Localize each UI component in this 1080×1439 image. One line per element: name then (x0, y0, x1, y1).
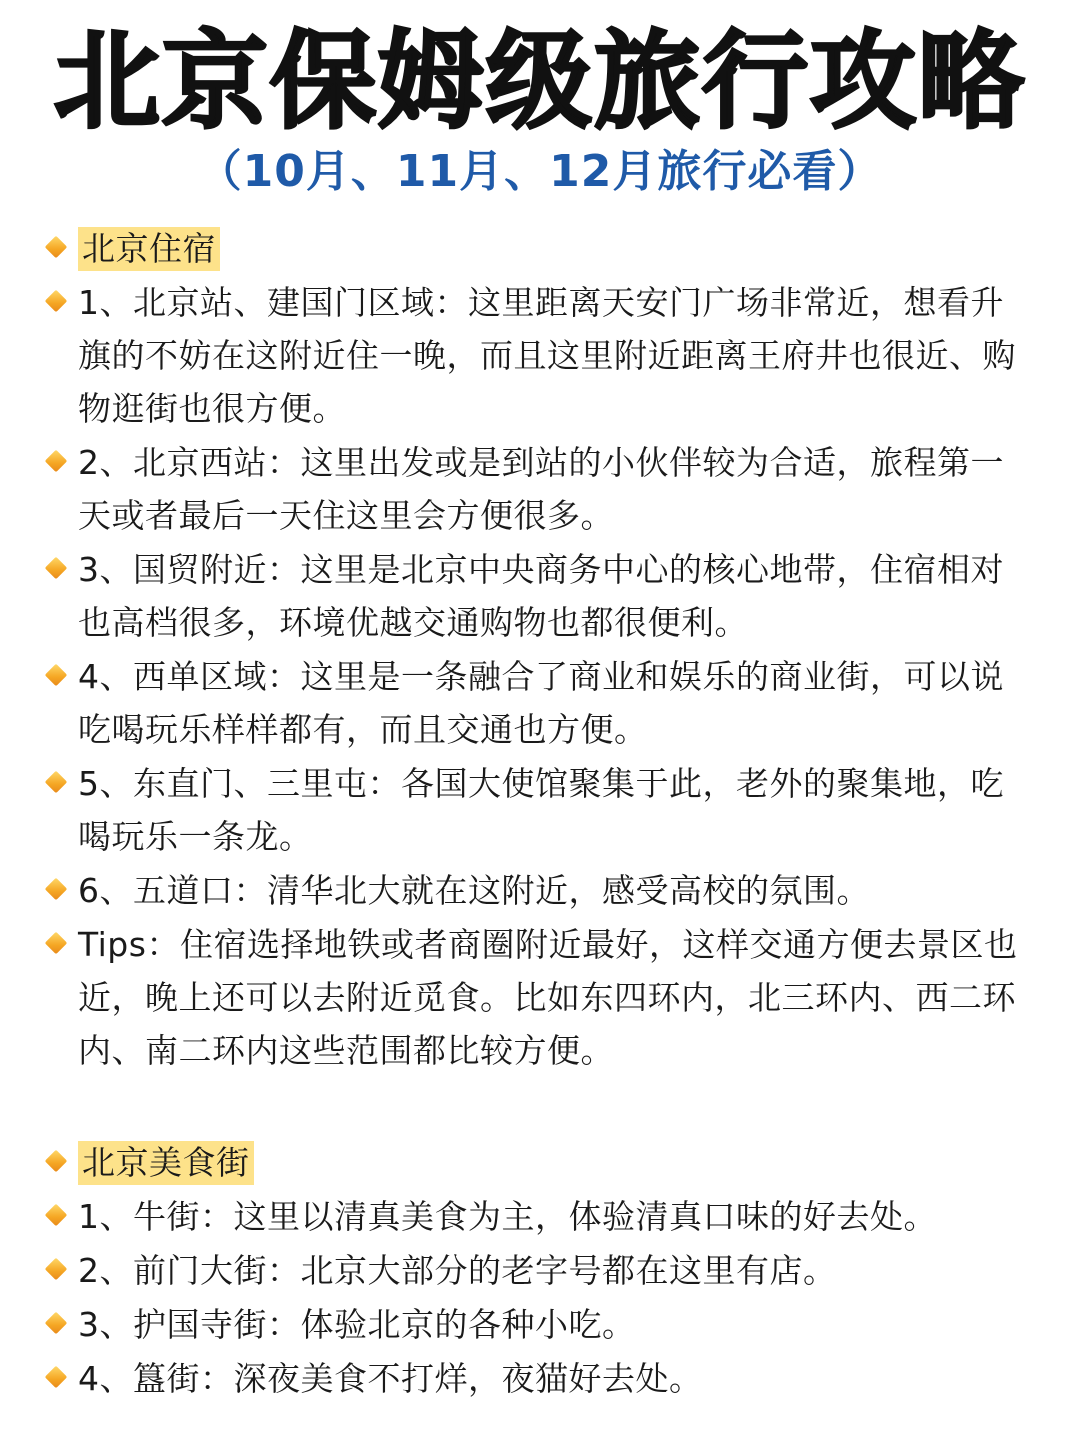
diamond-icon (45, 236, 68, 259)
list-item-text: Tips：住宿选择地铁或者商圈附近最好，这样交通方便去景区也近，晚上还可以去附近觅食。比如东四环内，北三环内、西二环内、南二环内这些范围都比较方便。 (78, 925, 1018, 1070)
diamond-icon (45, 290, 68, 313)
list-item (44, 1244, 1034, 1297)
page-subtitle: （10月、11月、12月旅行必看） (197, 146, 883, 197)
list-item-text: 4、西单区域：这里是一条融合了商业和娱乐的商业街，可以说吃喝玩乐样样都有，而且交通也方便。 (78, 657, 1004, 749)
section-heading-label: 北京住宿 (78, 227, 220, 271)
diamond-icon (45, 1258, 68, 1281)
list-item-text: 3、护国寺街：体验北京的各种小吃。 (78, 1305, 636, 1344)
section-heading-food (44, 1136, 1034, 1189)
list-item (44, 1352, 1034, 1405)
list-item-text: 1、牛街：这里以清真美食为主，体验清真口味的好去处。 (78, 1197, 937, 1236)
section-heading-lodging (44, 222, 1034, 275)
diamond-icon (45, 1204, 68, 1227)
list-item-text: 2、前门大街：北京大部分的老字号都在这里有店。 (78, 1251, 837, 1290)
section-spacer (44, 1078, 1034, 1136)
list-item (44, 650, 1034, 756)
list-item-text: 5、东直门、三里屯：各国大使馆聚集于此，老外的聚集地，吃喝玩乐一条龙。 (78, 764, 1004, 856)
guide-content (44, 222, 1034, 1406)
diamond-icon (45, 1312, 68, 1335)
diamond-icon (45, 932, 68, 955)
page-title: 北京保姆级旅行攻略 (54, 20, 1026, 143)
list-item (44, 1190, 1034, 1243)
diamond-icon (45, 664, 68, 687)
diamond-icon (45, 1366, 68, 1389)
list-item (44, 1298, 1034, 1351)
diamond-icon (45, 771, 68, 794)
diamond-icon (45, 1150, 68, 1173)
list-item-text: 4、簋街：深夜美食不打烊，夜猫好去处。 (78, 1359, 703, 1398)
list-item (44, 543, 1034, 649)
list-item-tips (44, 918, 1034, 1077)
list-item (44, 436, 1034, 542)
diamond-icon (45, 878, 68, 901)
list-item (44, 864, 1034, 917)
list-item-text: 1、北京站、建国门区域：这里距离天安门广场非常近，想看升旗的不妨在这附近住一晚，而且这里附近距离王府井也很近、购物逛街也很方便。 (78, 283, 1016, 428)
diamond-icon (45, 450, 68, 473)
list-item-text: 6、五道口：清华北大就在这附近，感受高校的氛围。 (78, 871, 870, 910)
list-item-text: 2、北京西站：这里出发或是到站的小伙伴较为合适，旅程第一天或者最后一天住这里会方便很多。 (78, 443, 1004, 535)
list-item (44, 276, 1034, 435)
section-heading-label: 北京美食街 (78, 1141, 254, 1185)
list-item-text: 3、国贸附近：这里是北京中央商务中心的核心地带，住宿相对也高档很多，环境优越交通购物也都很便利。 (78, 550, 1004, 642)
diamond-icon (45, 557, 68, 580)
list-item (44, 757, 1034, 863)
